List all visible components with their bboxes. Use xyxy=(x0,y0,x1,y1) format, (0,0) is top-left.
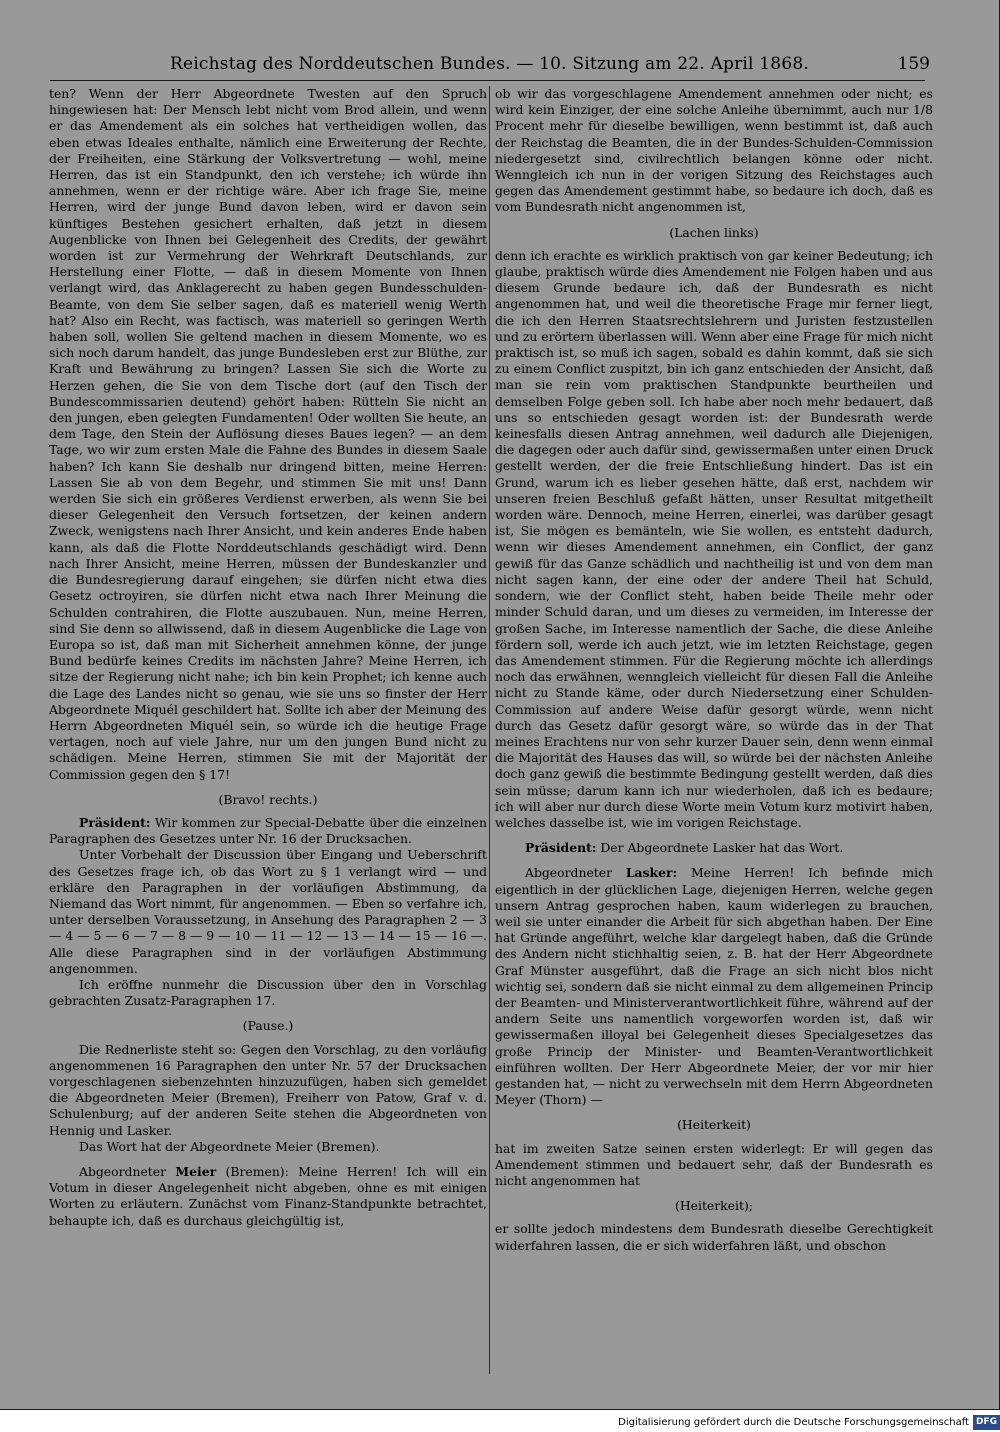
paragraph: Abgeordneter Meier (Bremen): Meine Herren! Ich will ein Votum in dieser Angelegenheit nicht abgeben, ohne es mit einigen Worten zu erläutern. Zunächst vom Finanz-Standpunkte betrachtet, behaupte ich, daß es durchaus gleichgültig ist, xyxy=(49,1164,487,1228)
paragraph: denn ich erachte es wirklich praktisch von gar keiner Bedeutung; ich glaube, praktisch würde dies Amendement nie Folgen haben und aus diesem Grunde bedaure ich, daß der Bundesrath es nicht angenommen hat, und weil die theoretische Frage mir ferner liegt, die ich den Herren Staatsrechtslehrern und Juristen festzustellen und zu erörtern überlassen will. Wenn aber eine Frage für mich nicht praktisch ist, so muß ich sagen, sobald es dahin kommt, daß sie sich zu einem Conflict zuspitzt, bin ich ganz entschieden der Ansicht, daß man sie rein vom praktischen Standpunkte beurtheilen und demselben Folge geben soll. Ich habe aber noch mehr bedauert, daß uns so entschieden gesagt worden ist: der Bundesrath werde keinesfalls diesen Antrag annehmen, weil dadurch alle Diejenigen, die dagegen oder auch dafür sind, gewissermaßen unter einen Druck gestellt werden, der die freie Entschließung hindert. Das ist ein Grund, warum ich es lieber gesehen hätte, daß erst, nachdem wir unseren freien Beschluß gefaßt hätten, unser Resultat mitgetheilt worden wäre. Dennoch, meine Herren, einerlei, was darüber gesagt ist, Sie mögen es bemänteln, wie Sie wollen, es entsteht dadurch, wenn wir dieses Amendement annehmen, ein Conflict, der ganz gewiß für das Ganze schädlich und nachtheilig ist und von dem man nicht sagen kann, der eine oder der andere Theil hat Schuld, sondern, wie der Conflict steht, haben beide Theile mehr oder minder Schuld daran, und um dieses zu vermeiden, im Interesse der großen Sache, im Interesse namentlich der Sache, die diese Anleihe fördern soll, werde ich auch jetzt, wie im letzten Reichstage, gegen das Amendement stimmen. Für die Regierung möchte ich allerdings noch das erwähnen, wenngleich vielleicht für diesen Fall die Anleihe nicht zu Stande käme, oder durch Niedersetzung einer Schulden-Commission auf andere Weise dafür gesorgt würde, wenn nicht durch das Gesetz dafür gesorgt wäre, so würde das in der That meines Erachtens nur von sehr kurzer Dauer sein, denn wenn einmal die Majorität des Hauses das will, so würde bei der nächsten Anleihe doch ganz gewiß die bestimmte Bedingung gestellt werden, daß dies sein müsse; darum kann ich nur wiederholen, daß ich es bedaure; ich will aber nur durch diese Worte mein Votum kurz motivirt haben, welches dasselbe ist, wie im vorigen Reichstage. xyxy=(495,247,933,830)
left-column xyxy=(49,86,487,1376)
page-header xyxy=(170,50,930,78)
paragraph: hat im zweiten Satze seinen ersten widerlegt: Er will gegen das Amendement stimmen und bedauert sehr, daß der Bundesrath es nicht angenommen hat xyxy=(495,1140,933,1188)
paragraph: ten? Wenn der Herr Abgeordnete Twesten auf den Spruch hingewiesen hat: Der Mensch lebt nicht vom Brod allein, und wenn er das Amendement als ein solches hat vertheidigen wollen, das eben etwas Ideales enthalte, nämlich eine Erweiterung der Rechte, der Freiheiten, eine Stärkung der Volksvertretung — wohl, meine Herren, das ist ein Standpunkt, den ich verstehe; ich würde ihn annehmen, wenn er der richtige wäre. Aber ich frage Sie, meine Herren, wird der junge Bund davon leben, wird er davon sein künftiges Bestehen gesichert erhalten, daß jetzt in diesem Augenblicke von Ihnen bei Gelegenheit des Credits, der gewährt worden ist zur Vermehrung der Wehrkraft Deutschlands, zur Herstellung einer Flotte, — daß in diesem Momente von Ihnen verlangt wird, das Anklagerecht zu haben gegen Bundesschulden-Beamte, von dem Sie selber sagen, daß es materiell wenig Werth hat? Also ein Recht, was factisch, was materiell so geringen Werth haben soll, wollen Sie geltend machen in diesem Momente, wo es sich noch darum handelt, das junge Bundesleben erst zur Blüthe, zur Kraft und Bewährung zu bringen? Lassen Sie sich die Worte zu Herzen gehen, die Sie von dem Tische dort (auf den Tisch der Bundescommissarien deutend) gehört haben: Rütteln Sie nicht an den jungen, eben gelegten Fundamenten! Oder wollten Sie heute, an dem Tage, den Stein der Auflösung dieses Baues legen? — an dem Tage, wo wir zum ersten Male die Fahne des Bundes in diesem Saale haben? Ich kann Sie deshalb nur dringend bitten, meine Herren: Lassen Sie ab von dem Begehr, und stimmen Sie mit uns! Dann werden Sie sich ein größeres Verdienst erwerben, als wenn Sie bei dieser Gelegenheit den Versuch fortsetzen, der keinen andern Zweck, wenigstens nach Ihrer Ansicht, und kein anderes Ende haben kann, als daß die Flotte Norddeutschlands geschädigt wird. Denn nach Ihrer Ansicht, meine Herren, müssen der Bundeskanzler und die Bundesregierung darauf eingehen; sie dürfen nicht etwa dies Gesetz octroyiren, sie dürfen nicht etwa nach Ihrer Meinung die Schulden contrahiren, die Flotte auszubauen. Nun, meine Herren, sind Sie denn so allwissend, daß in diesem Augenblicke die Lage von Europa so ist, daß man mit Sicherheit annehmen könne, der junge Bund bedürfe keines Credits im nächsten Jahre? Meine Herren, ich sitze der Regierung nicht nahe; ich bin kein Prophet; ich kenne auch die Lage des Landes nicht so genau, wie sie uns so finster der Herr Abgeordnete Miquél geschildert hat. Sollte ich aber der Meinung des Herrn Abgeordneten Miquél sein, so würde ich die heutige Frage vertagen, noch auf viele Jahre, nur um den jungen Bund nicht zu schädigen. Meine Herren, stimmen Sie mit der Majorität der Commission gegen den § 17! xyxy=(49,86,487,782)
paragraph: Ich eröffne nunmehr die Discussion über den in Vorschlag gebrachten Zusatz-Paragraphen 17. xyxy=(49,976,487,1009)
paragraph: Präsident: Der Abgeordnete Lasker hat das Wort. xyxy=(525,840,844,856)
right-column xyxy=(495,86,933,1376)
funding-credit: Digitalisierung gefördert durch die Deutsche Forschungsgemeinschaft xyxy=(618,1416,969,1428)
interjection: (Heiterkeit); xyxy=(675,1198,753,1214)
dfg-logo-icon: DFG xyxy=(973,1415,1000,1430)
column-divider xyxy=(489,86,490,1374)
interjection: (Pause.) xyxy=(242,1018,294,1034)
digitization-footer xyxy=(610,1413,1000,1431)
paragraph: Präsident: Wir kommen zur Special-Debatte über die einzelnen Paragraphen des Gesetzes unter Nr. 16 der Drucksachen. xyxy=(49,814,487,847)
running-title: Reichstag des Norddeutschen Bundes. — 10. Sitzung am 22. April 1868. xyxy=(170,54,809,74)
interjection: (Lachen links) xyxy=(669,224,759,240)
speaker-label: Präsident: xyxy=(79,814,151,830)
interjection: (Heiterkeit) xyxy=(677,1117,751,1133)
page-number: 159 xyxy=(897,54,930,74)
speaker-label: Präsident: xyxy=(525,840,597,856)
paragraph: Die Rednerliste steht so: Gegen den Vorschlag, zu den vorläufig angenommenen 16 Paragraphen den unter Nr. 57 der Drucksachen vorgeschlagenen siebenzehnten hinzuzufügen, haben sich gemeldet die Abgeordneten Meier (Bremen), Freiherr von Patow, Graf v. d. Schulenburg; auf der anderen Seite stehen die Abgeordneten von Hennig und Lasker. xyxy=(49,1041,487,1138)
paragraph: ob wir das vorgeschlagene Amendement annehmen oder nicht; es wird kein Einziger, der eine solche Anleihe übernimmt, auch nur 1/8 Procent mehr für dieselbe bewilligen, wenn bestimmt ist, daß auch der Reichstag die Beamten, die in der Bundes-Schulden-Commission niedergesetzt sind, civilrechtlich belangen könne oder nicht. Wenngleich ich nun in der vorigen Sitzung des Reichstages auch gegen das Amendement gestimmt habe, so bedaure ich doch, daß es vom Bundesrath nicht angenommen ist, xyxy=(495,86,933,215)
header-rule xyxy=(50,80,925,81)
speaker-name: Meier xyxy=(175,1164,217,1179)
paragraph: Unter Vorbehalt der Discussion über Eingang und Ueberschrift des Gesetzes frage ich, ob das Wort zu § 1 verlangt wird — und erkläre den Paragraphen in der vorläufigen Abstimmung, da Niemand das Wort nimmt, für angenommen. — Eben so verfahre ich, unter derselben Voraussetzung, in Ansehung des Paragraphen 2 — 3 — 4 — 5 — 6 — 7 — 8 — 9 — 10 — 11 — 12 — 13 — 14 — 15 — 16 —. Alle diese Paragraphen sind in der vorläufigen Abstimmung angenommen. xyxy=(49,847,487,976)
speaker-name: Lasker: xyxy=(625,865,678,881)
paragraph: Das Wort hat der Abgeordnete Meier (Bremen). xyxy=(79,1138,380,1154)
paragraph: er sollte jedoch mindestens dem Bundesrath dieselbe Gerechtigkeit widerfahren lassen, die er sich widerfahren läßt, und obschon xyxy=(495,1221,933,1253)
paragraph: Abgeordneter Lasker: Meine Herren! Ich befinde mich eigentlich in der glücklichen Lage, diejenigen Herren, welche gegen unsern Antrag gesprochen haben, kaum widerlegen zu brauchen, weil sie unter einander die Arbeit für sich abgethan haben. Der Eine hat Gründe angeführt, welche klar dargelegt haben, daß die Gründe des Andern nicht stichhaltig seien, z. B. hat der Herr Abgeordnete Graf Münster ausgeführt, daß die Frage an sich nicht blos nicht wichtig sei, sondern daß sie nicht einmal zu dem allgemeinen Princip der Beamten- und Ministerverantwortlichkeit führe, während auf der andern Seite uns namentlich vorgeworfen worden ist, daß wir gewissermaßen illoyal bei Gelegenheit dieses Specialgesetzes das große Princip der Minister- und Beamten-Verantwortlichkeit einführen wollten. Der Herr Abgeordnete Meier, der vor mir hier gestanden hat, — nicht zu verwechseln mit dem Herrn Abgeordneten Meyer (Thorn) — xyxy=(495,865,933,1108)
interjection: (Bravo! rechts.) xyxy=(218,791,318,807)
